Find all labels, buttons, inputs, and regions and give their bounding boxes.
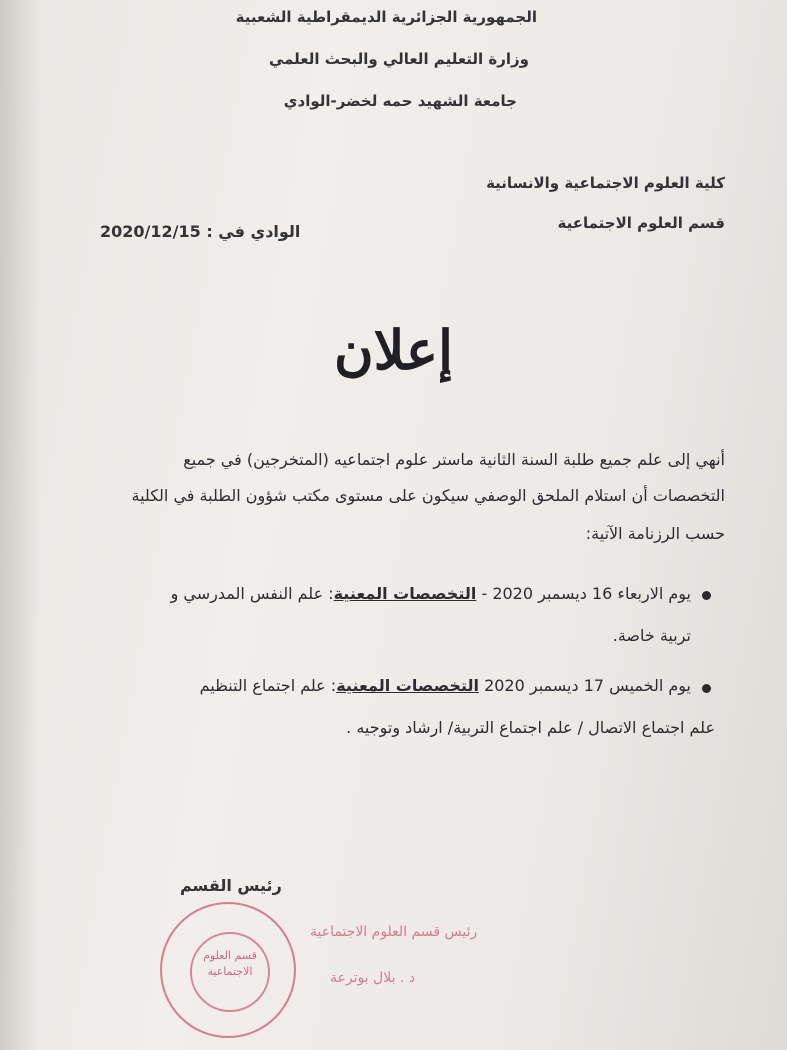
schedule-item-2-cont: علم اجتماع الاتصال / علم اجتماع التربية/ ارشاد وتوجيه . — [346, 718, 715, 737]
schedule-label: التخصصات المعنية — [333, 584, 477, 603]
header-department: قسم العلوم الاجتماعية — [557, 214, 725, 232]
schedule-text: : علم اجتماع التنظيم — [199, 676, 337, 695]
schedule-item-1-cont: تربية خاصة. — [612, 626, 691, 645]
bullet-icon — [702, 684, 711, 693]
schedule-item-2 — [200, 676, 691, 695]
bullet-icon — [702, 591, 711, 600]
handwritten-title: رئيس قسم العلوم الاجتماعية — [310, 924, 478, 940]
header-faculty: كلية العلوم الاجتماعية والانسانية — [486, 174, 725, 192]
schedule-day: يوم الاربعاء 16 ديسمبر 2020 - — [481, 584, 691, 603]
header-university: جامعة الشهيد حمه لخضر-الوادي — [283, 92, 517, 110]
body-line-3: حسب الرزنامة الآتية: — [585, 524, 725, 543]
header-republic: الجمهورية الجزائرية الديمقراطية الشعبية — [235, 8, 537, 26]
signature-role: رئيس القسم — [180, 876, 282, 895]
schedule-text: : علم النفس المدرسي و — [170, 584, 334, 603]
body-line-1: أنهي إلى علم جميع طلبة السنة الثانية ماستر علوم اجتماعيه (المتخرجين) في جميع — [183, 450, 725, 469]
schedule-item-1 — [171, 584, 691, 603]
stamp-text: قسم العلوم الاجتماعية — [203, 949, 257, 978]
schedule-day: يوم الخميس 17 ديسمبر 2020 — [484, 676, 691, 695]
stamp-inner-ring — [190, 932, 270, 1012]
body-line-2: التخصصات أن استلام الملحق الوصفي سيكون على مستوى مكتب شؤون الطلبة في الكلية — [131, 486, 725, 505]
handwritten-name: د . بلال بوترعة — [330, 970, 416, 986]
header-ministry: وزارة التعليم العالي والبحث العلمي — [268, 50, 529, 68]
page-title: إعلان — [333, 318, 454, 382]
page-shadow — [0, 0, 40, 1050]
official-stamp-icon — [160, 902, 296, 1038]
header-date: الوادي في : 2020/12/15 — [100, 222, 301, 241]
schedule-label: التخصصات المعنية — [336, 676, 479, 695]
